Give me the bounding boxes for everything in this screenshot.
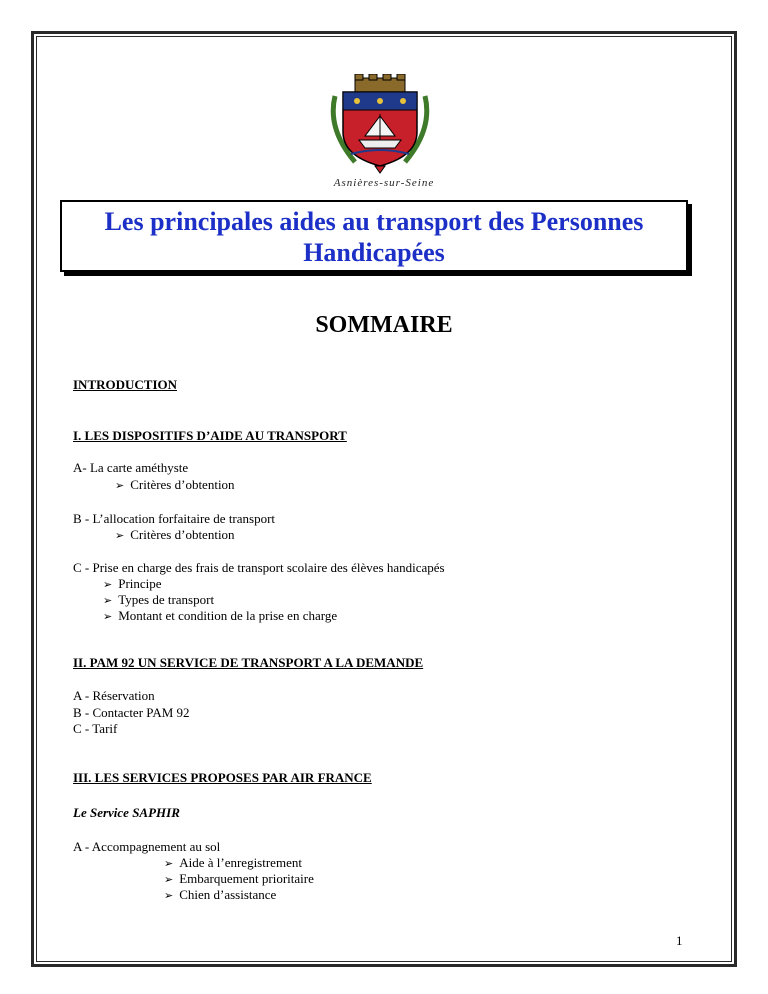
toc-service-saphir: Le Service SAPHIR: [73, 805, 180, 820]
toc-section-3: III. LES SERVICES PROPOSES PAR AIR FRANCE: [73, 770, 372, 785]
toc-bullet: ➢ Types de transport: [103, 592, 215, 607]
toc-bullet: ➢ Aide à l’enregistrement: [164, 855, 302, 870]
toc-item-2b: B - Contacter PAM 92: [73, 705, 190, 720]
arrow-bullet-icon: ➢: [164, 889, 174, 902]
arrow-bullet-icon: ➢: [164, 857, 174, 870]
town-coat-of-arms: [325, 74, 435, 174]
toc-item-3a: A - Accompagnement au sol: [73, 839, 221, 854]
page-number: 1: [676, 933, 683, 948]
toc-introduction: INTRODUCTION: [73, 377, 178, 392]
toc-bullet: ➢ Critères d’obtention: [115, 477, 235, 492]
page-border-inner: [36, 36, 732, 962]
document-title-box: [60, 200, 688, 272]
toc-bullet: ➢ Critères d’obtention: [115, 527, 235, 542]
document-title: [62, 202, 686, 268]
arrow-bullet-icon: ➢: [115, 479, 125, 492]
toc-item-1c: C - Prise en charge des frais de transport scolaire des élèves handicapés: [73, 560, 445, 575]
toc-item-1b: B - L’allocation forfaitaire de transport: [73, 511, 276, 526]
toc-bullet: ➢ Embarquement prioritaire: [164, 871, 314, 886]
toc-item-2c: C - Tarif: [73, 721, 118, 736]
arrow-bullet-icon: ➢: [115, 529, 125, 542]
toc-section-2: II. PAM 92 UN SERVICE DE TRANSPORT A LA DEMANDE: [73, 655, 424, 670]
arrow-bullet-icon: ➢: [103, 610, 113, 623]
toc-section-1: I. LES DISPOSITIFS D’AIDE AU TRANSPORT: [73, 428, 347, 443]
title-line-1: Les principales aides au transport des Personnes: [104, 207, 644, 236]
arrow-bullet-icon: ➢: [103, 578, 113, 591]
title-line-2: Handicapées: [303, 238, 445, 267]
toc-item-1a: A- La carte améthyste: [73, 460, 189, 475]
toc-bullet: ➢ Chien d’assistance: [164, 887, 277, 902]
arrow-bullet-icon: ➢: [164, 873, 174, 886]
town-name: Asnières-sur-Seine: [333, 177, 435, 189]
arrow-bullet-icon: ➢: [103, 594, 113, 607]
toc-bullet: ➢ Principe: [103, 576, 162, 591]
toc-bullet: ➢ Montant et condition de la prise en charge: [103, 608, 338, 623]
toc-heading: SOMMAIRE: [315, 312, 453, 338]
toc-item-2a: A - Réservation: [73, 688, 155, 703]
